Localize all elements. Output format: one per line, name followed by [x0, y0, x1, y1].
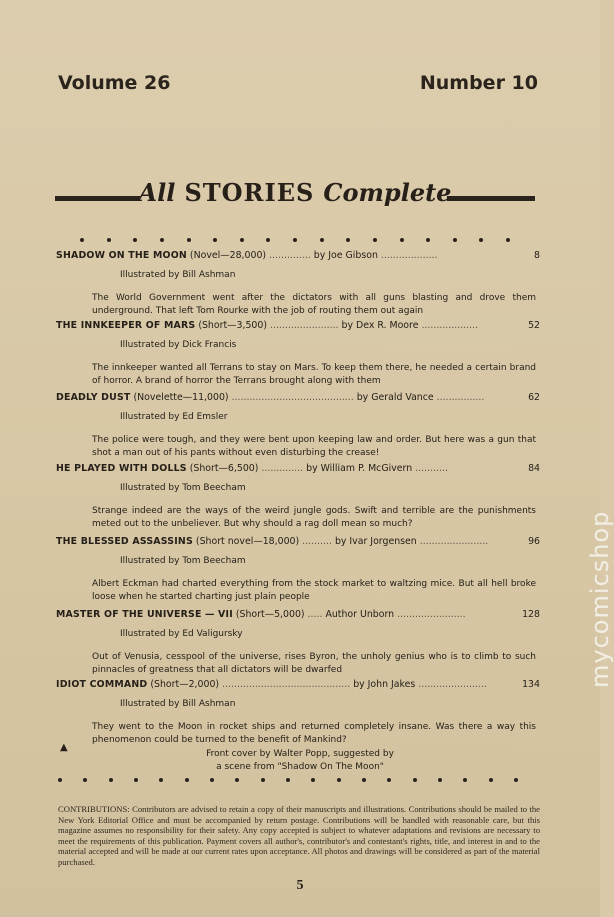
story-entry — [56, 679, 540, 747]
front-cover-credit — [0, 748, 600, 774]
story-illustrator: Illustrated by Ed Valigursky — [120, 629, 243, 639]
story-meta: (Short—2,000) — [150, 679, 220, 690]
banner — [55, 178, 535, 214]
story-title-line: IDIOT COMMAND (Short—2,000) ........................................... by John Jakes ....................... 134 — [56, 679, 540, 690]
story-title: SHADOW ON THE MOON — [56, 250, 187, 261]
story-author: by Dex R. Moore — [341, 320, 419, 331]
story-title: THE INNKEEPER OF MARS — [56, 320, 196, 331]
issue-number: Number 10 — [419, 72, 538, 94]
story-description: The police were tough, and they were bent upon keeping law and order. But here was a gun that shot a man out of his pants without even disturbing the crease! — [92, 435, 536, 458]
story-entry — [56, 320, 540, 388]
story-illustrator: Illustrated by Ed Emsler — [120, 412, 228, 422]
story-title-line: THE BLESSED ASSASSINS (Short novel—18,000) .......... by Ivar Jorgensen ....................... 96 — [56, 536, 540, 547]
story-author: Author Unborn — [325, 609, 395, 620]
story-illustrator: Illustrated by Bill Ashman — [120, 270, 236, 280]
page-number: 5 — [296, 878, 304, 893]
story-author: by Gerald Vance — [356, 392, 434, 403]
story-meta: (Novelette—11,000) — [133, 392, 229, 403]
story-author: by John Jakes — [353, 679, 416, 690]
story-entry — [56, 392, 540, 460]
story-meta: (Short—5,000) — [235, 609, 305, 620]
banner-word-stories: STORIES — [184, 178, 315, 207]
story-title: THE BLESSED ASSASSINS — [56, 536, 193, 547]
front-cover-line-1: Front cover by Walter Popp, suggested by — [206, 749, 394, 759]
story-page: 128 — [522, 609, 540, 620]
story-author: by William P. McGivern — [306, 463, 413, 474]
story-page: 8 — [534, 250, 540, 261]
story-meta: (Short—3,500) — [198, 320, 267, 331]
story-illustrator: Illustrated by Tom Beecham — [120, 483, 246, 493]
story-illustrator: Illustrated by Tom Beecham — [120, 556, 246, 566]
story-description: The World Government went after the dictators with all guns blasting and drove them underground. That left Tom Rourke with the job of routing them out again — [92, 293, 536, 316]
story-description: They went to the Moon in rocket ships and returned completely insane. Was there a way this phenomenon could be turned to the benefit of Mankind? — [92, 722, 536, 745]
story-title-line: MASTER OF THE UNIVERSE — VII (Short—5,000) ..... Author Unborn ....................... 128 — [56, 609, 540, 620]
story-meta: (Short novel—18,000) — [195, 536, 300, 547]
story-title-line: HE PLAYED WITH DOLLS (Short—6,500) .............. by William P. McGivern ........... 84 — [56, 463, 540, 474]
watermark: mycomicshop — [586, 510, 614, 688]
story-page: 96 — [528, 536, 540, 547]
story-title: IDIOT COMMAND — [56, 679, 148, 690]
dot-row-bottom — [58, 778, 518, 782]
banner-word-all: All — [138, 178, 176, 207]
story-description: Albert Eckman had charted everything from the stock market to waltzing mice. But all hell broke loose when he started charting just plain people — [92, 579, 536, 602]
story-entry — [56, 250, 540, 318]
story-description: Out of Venusia, cesspool of the universe, rises Byron, the unholy genius who is to climb to such pinnacles of greatness that all dictators will be dwarfed — [92, 652, 536, 675]
story-title: MASTER OF THE UNIVERSE — VII — [56, 609, 233, 620]
arrow-icon: ▲ — [60, 742, 68, 753]
story-page: 62 — [528, 392, 540, 403]
story-meta: (Novel—28,000) — [189, 250, 267, 261]
story-author: by Ivar Jorgensen — [334, 536, 417, 547]
story-illustrator: Illustrated by Bill Ashman — [120, 699, 236, 709]
banner-word-complete: Complete — [323, 178, 452, 207]
story-description: The innkeeper wanted all Terrans to stay on Mars. To keep them there, he needed a certain brand of horror. A brand of horror the Terrans brought along with them — [92, 363, 536, 386]
story-title-line: THE INNKEEPER OF MARS (Short—3,500) ....................... by Dex R. Moore ................... 52 — [56, 320, 540, 331]
story-description: Strange indeed are the ways of the weird jungle gods. Swift and terrible are the punishments meted out to the unbeliever. But why should a rag doll mean so much? — [92, 506, 536, 529]
banner-title — [55, 178, 535, 208]
story-title: DEADLY DUST — [56, 392, 131, 403]
volume-label: Volume 26 — [58, 72, 171, 94]
story-title: HE PLAYED WITH DOLLS — [56, 463, 187, 474]
story-page: 134 — [522, 679, 540, 690]
story-page: 84 — [528, 463, 540, 474]
dot-row-top — [80, 238, 510, 242]
front-cover-line-2: a scene from "Shadow On The Moon" — [216, 762, 384, 772]
story-entry — [56, 463, 540, 531]
story-page: 52 — [528, 320, 540, 331]
story-title-line: DEADLY DUST (Novelette—11,000) ......................................... by Gerald Vance ................ 62 — [56, 392, 540, 403]
story-illustrator: Illustrated by Dick Francis — [120, 340, 237, 350]
story-meta: (Short—6,500) — [189, 463, 259, 474]
story-title-line: SHADOW ON THE MOON (Novel—28,000) .............. by Joe Gibson ................... 8 — [56, 250, 540, 261]
contributions-notice: CONTRIBUTIONS: Contributors are advised to retain a copy of their manuscripts and illustrations. Contributions should be mailed to the New York Editorial Office and must be accompanied by return postage. Contributions will be handled with reasonable care, but this magazine assumes no responsibility for their safety. Any copy accepted is subject to whatever adaptations and revisions are necessary to meet the requirements of this publication. Payment covers all author's, contributor's and contestant's rights, title, and interest in and to the material accepted and will be made at our current rates upon acceptance. All photos and drawings will be considered as part of the material purchased. — [58, 804, 540, 867]
story-author: by Joe Gibson — [313, 250, 378, 261]
story-entry — [56, 536, 540, 604]
story-entry — [56, 609, 540, 677]
